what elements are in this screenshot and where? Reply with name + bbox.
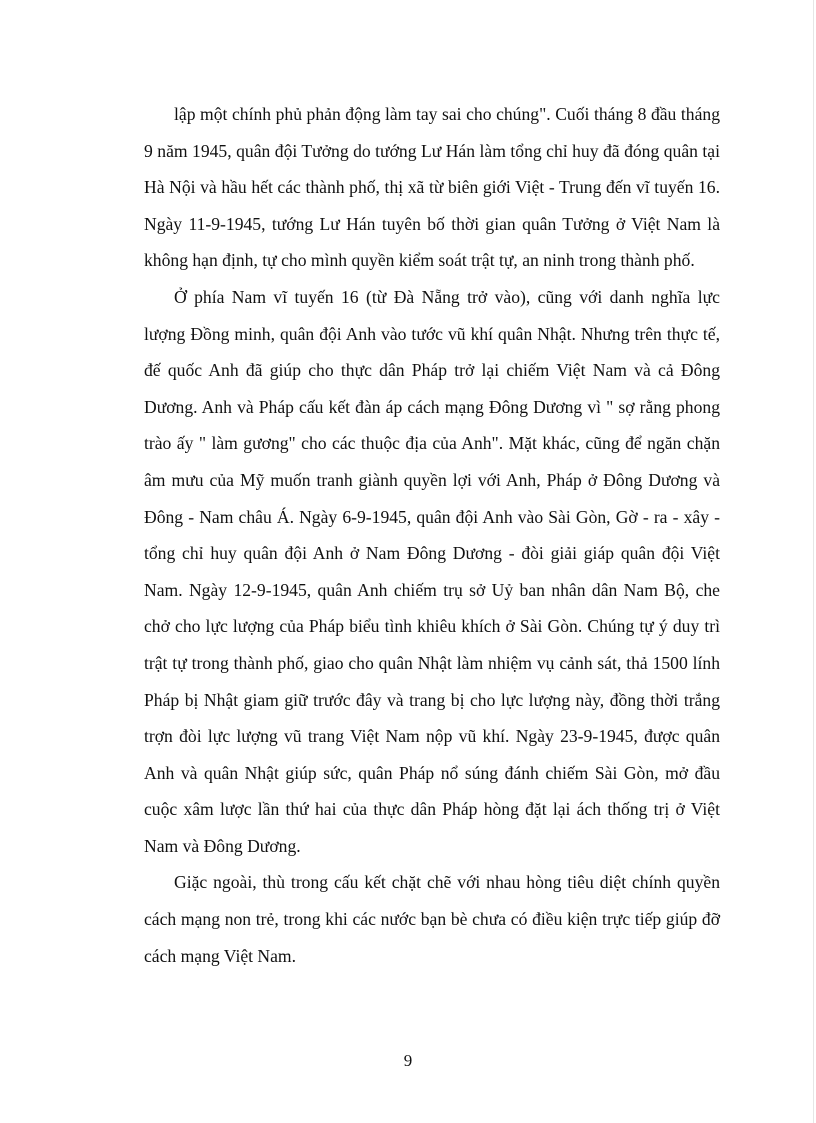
page-edge-divider (813, 0, 814, 1123)
paragraph-2: Ở phía Nam vĩ tuyến 16 (từ Đà Nẵng trở vào), cũng với danh nghĩa lực lượng Đồng minh, quân đội Anh vào tước vũ khí quân Nhật. Nhưng trên thực tế, đế quốc Anh đã giúp cho thực dân Pháp trở lại chiếm Việt Nam và cả Đông Dương. Anh và Pháp cấu kết đàn áp cách mạng Đông Dương vì " sợ rằng phong trào ấy " làm gương" cho các thuộc địa của Anh". Mặt khác, cũng để ngăn chặn âm mưu của Mỹ muốn tranh giành quyền lợi với Anh, Pháp ở Đông Dương và Đông - Nam châu Á. Ngày 6-9-1945, quân đội Anh vào Sài Gòn, Gờ - ra - xây - tổng chỉ huy quân đội Anh ở Nam Đông Dương - đòi giải giáp quân đội Việt Nam. Ngày 12-9-1945, quân Anh chiếm trụ sở Uỷ ban nhân dân Nam Bộ, che chở cho lực lượng của Pháp biểu tình khiêu khích ở Sài Gòn. Chúng tự ý duy trì trật tự trong thành phố, giao cho quân Nhật làm nhiệm vụ cảnh sát, thả 1500 lính Pháp bị Nhật giam giữ trước đây và trang bị cho lực lượng này, đồng thời trắng trợn đòi lực lượng vũ trang Việt Nam nộp vũ khí. Ngày 23-9-1945, được quân Anh và quân Nhật giúp sức, quân Pháp nổ súng đánh chiếm Sài Gòn, mở đầu cuộc xâm lược lần thứ hai của thực dân Pháp hòng đặt lại ách thống trị ở Việt Nam và Đông Dương. (144, 286, 720, 856)
page-number: 9 (403, 1051, 413, 1070)
paragraph-3: Giặc ngoài, thù trong cấu kết chặt chẽ với nhau hòng tiêu diệt chính quyền cách mạng non trẻ, trong khi các nước bạn bè chưa có điều kiện trực tiếp giúp đỡ cách mạng Việt Nam. (144, 872, 720, 966)
paragraph-1: lập một chính phủ phản động làm tay sai cho chúng". Cuối tháng 8 đầu tháng 9 năm 1945, quân đội Tưởng do tướng Lư Hán làm tổng chỉ huy đã đóng quân tại Hà Nội và hầu hết các thành phố, thị xã từ biên giới Việt - Trung đến vĩ tuyến 16. Ngày 11-9-1945, tướng Lư Hán tuyên bố thời gian quân Tưởng ở Việt Nam là không hạn định, tự cho mình quyền kiểm soát trật tự, an ninh trong thành phố. (144, 104, 720, 271)
